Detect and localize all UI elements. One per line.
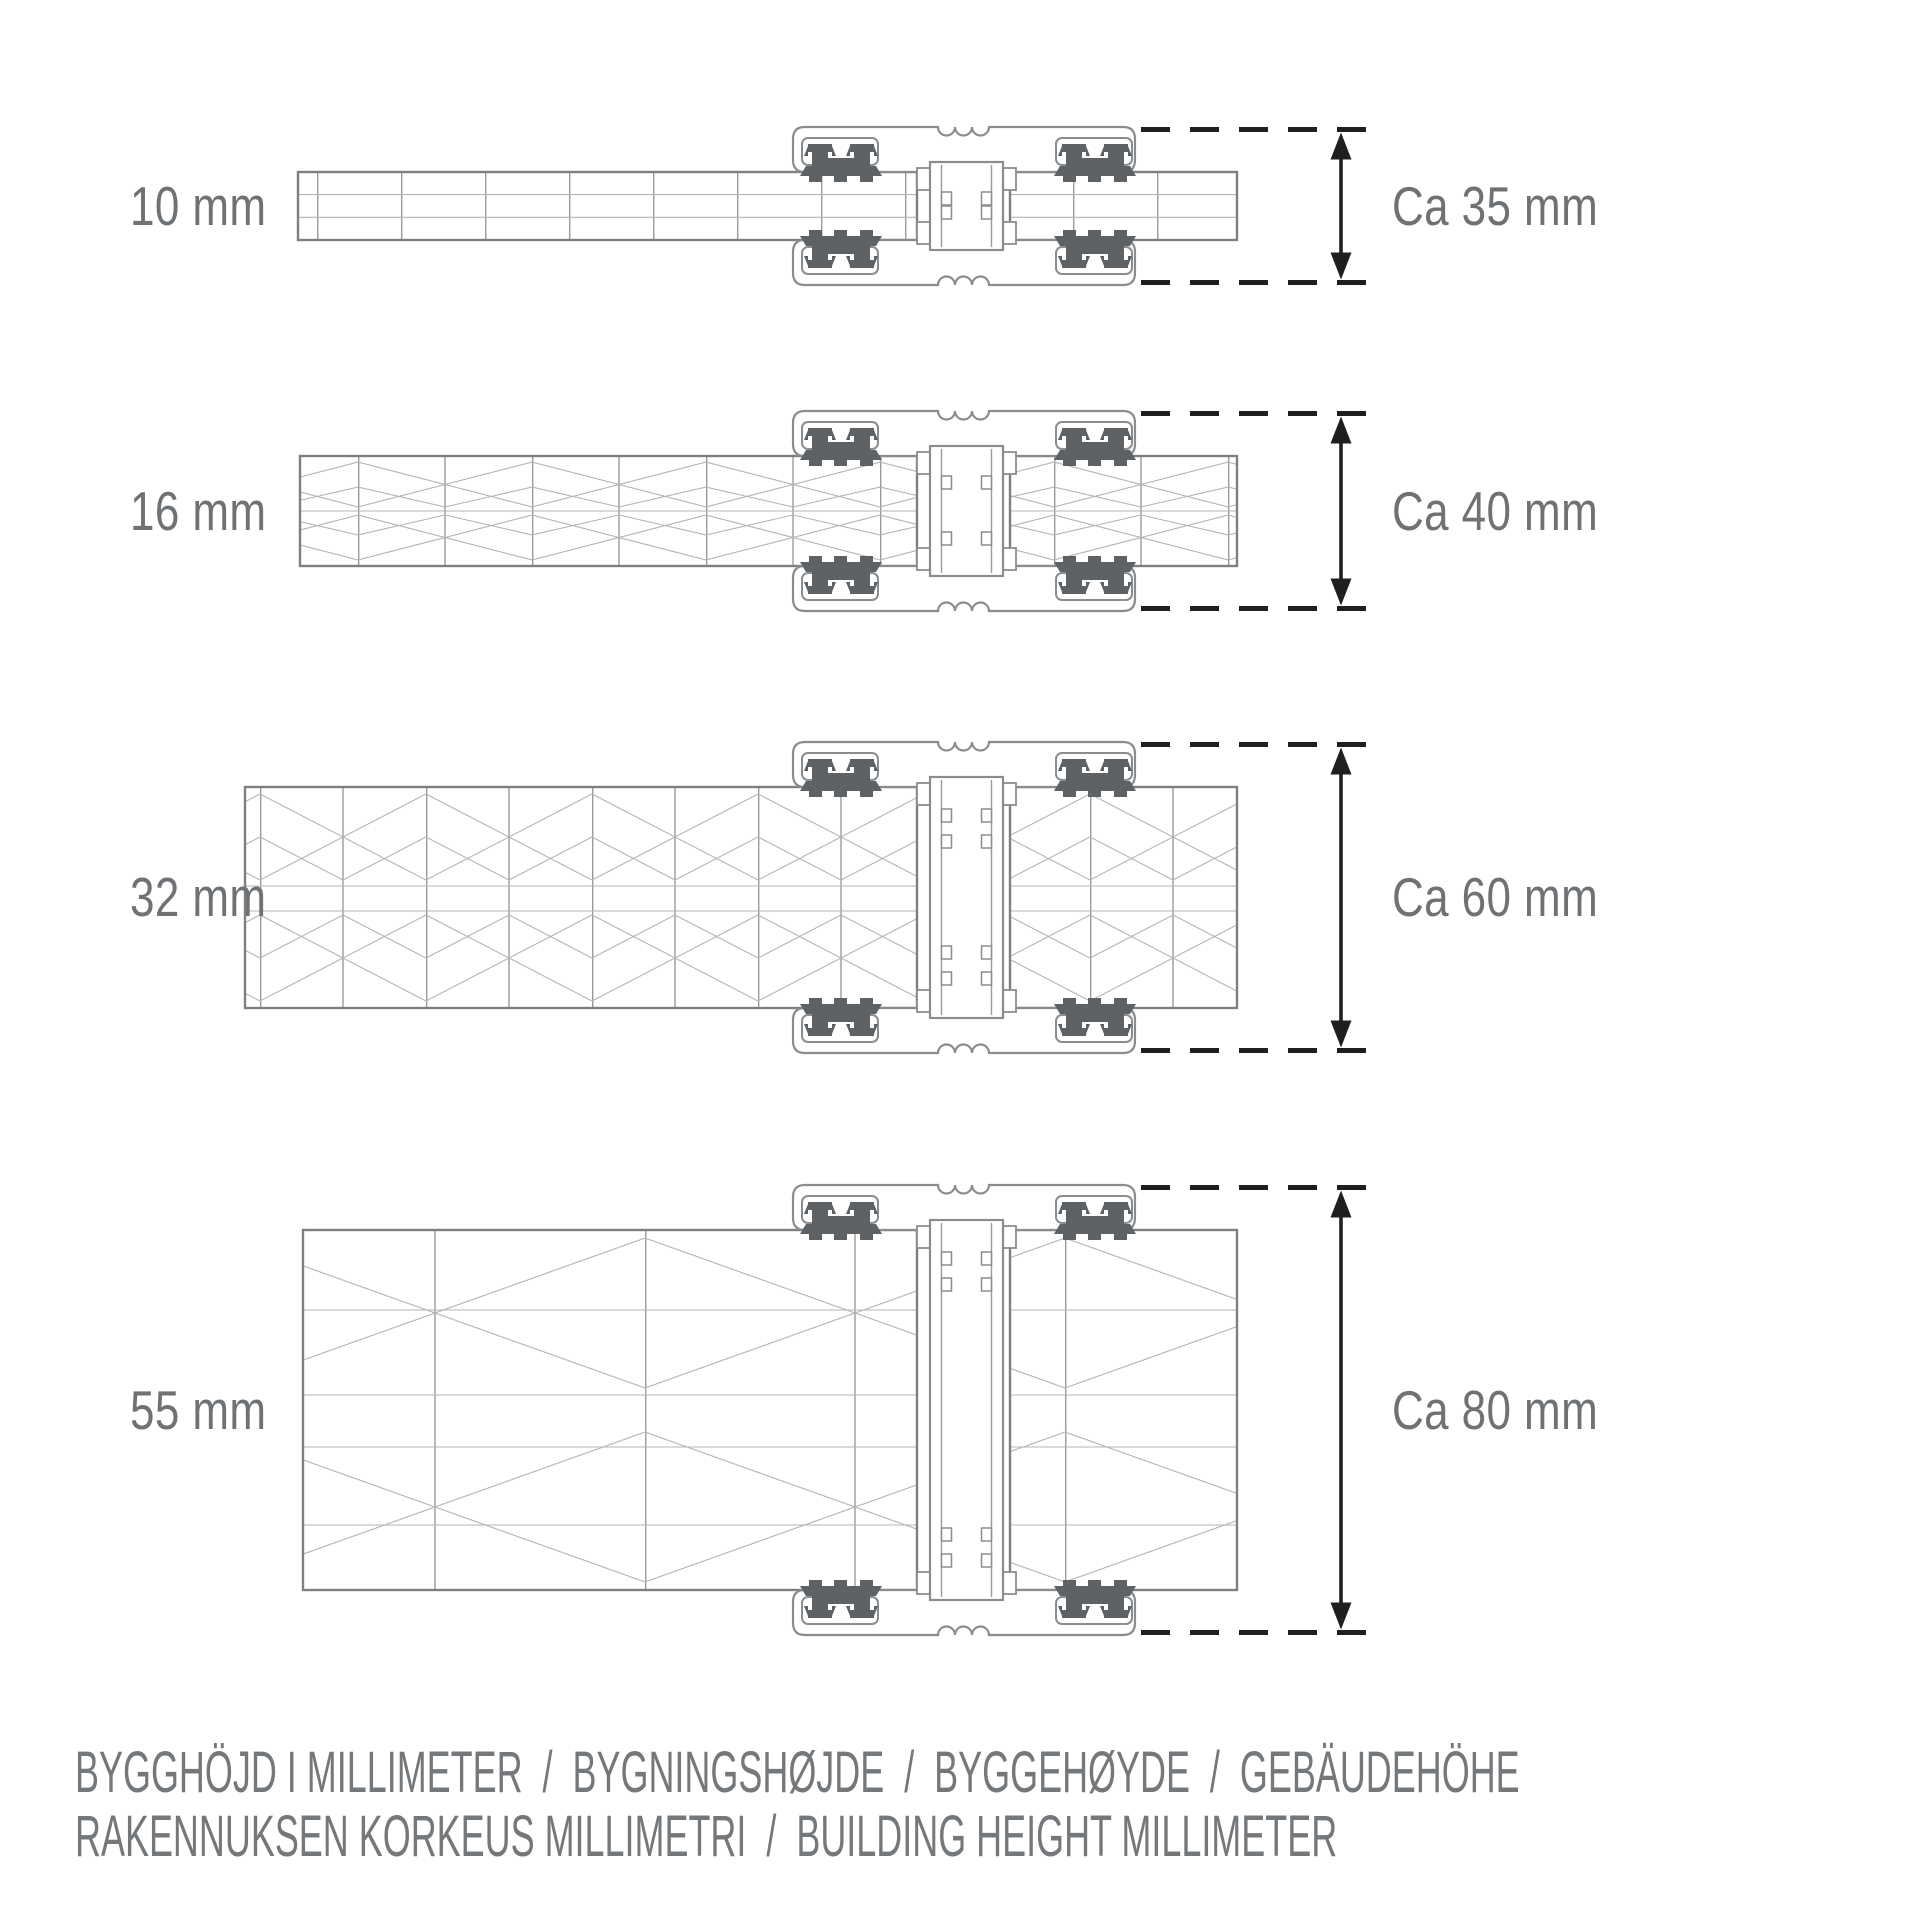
panel-joint-row-3 (245, 742, 1386, 1053)
multiwall-panel-row-4 (303, 1230, 1237, 1590)
panel-thickness-label-16mm: 16 mm (130, 480, 267, 542)
caption-line-1: BYGGHÖJD I MILLIMETER / BYGNINGSHØJDE / BYGGEHØYDE / GEBÄUDEHÖHE (75, 1740, 1520, 1805)
multiwall-panel-row-3 (245, 787, 1237, 1008)
building-height-label-80mm: Ca 80 mm (1392, 1379, 1599, 1441)
building-height-label-35mm: Ca 35 mm (1392, 175, 1599, 237)
multiwall-panel-row-2 (300, 456, 1237, 566)
panel-thickness-label-55mm: 55 mm (130, 1379, 267, 1441)
panel-thickness-label-10mm: 10 mm (130, 175, 267, 237)
building-height-label-60mm: Ca 60 mm (1392, 866, 1599, 928)
caption-line-2: RAKENNUKSEN KORKEUS MILLIMETRI / BUILDING HEIGHT MILLIMETER (75, 1804, 1338, 1869)
panel-joint-row-4 (303, 1185, 1386, 1635)
multiwall-panel-row-1 (298, 172, 1237, 240)
building-height-label-40mm: Ca 40 mm (1392, 480, 1599, 542)
panel-thickness-label-32mm: 32 mm (130, 866, 267, 928)
